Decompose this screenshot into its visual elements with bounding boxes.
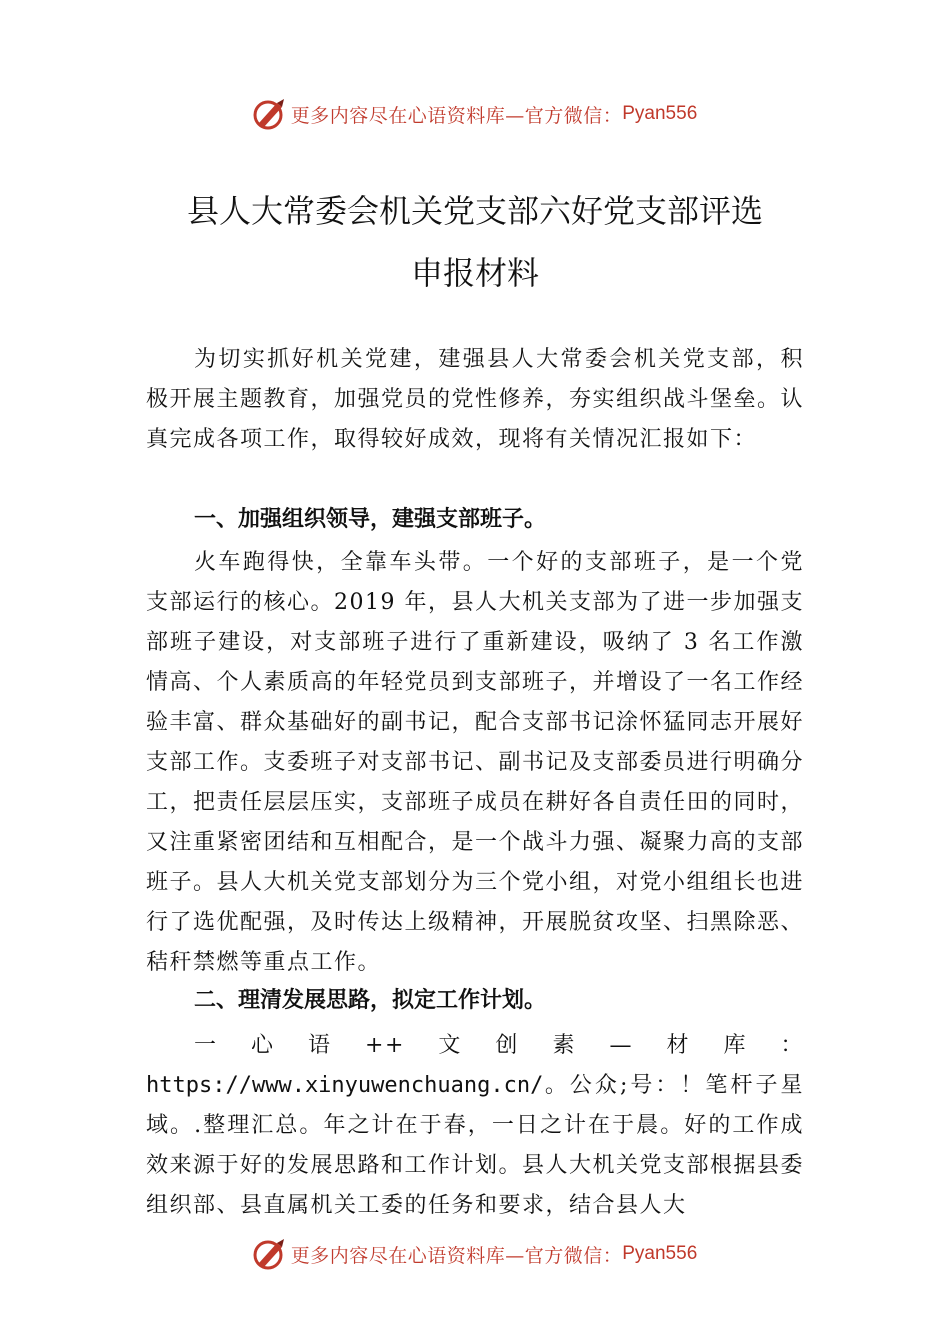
banner-contact: Pyan556	[622, 103, 698, 124]
section2-prefix: 一心语++文创素—材库：	[194, 1033, 804, 1058]
header-banner	[0, 94, 950, 134]
banner-text: 更多内容尽在心语资料库—官方微信：	[290, 104, 623, 127]
pen-logo-icon	[253, 97, 287, 131]
section2-body: 。公众;号：！笔杆子星域。.整理汇总。年之计在于春，一日之计在于晨。好的工作成效来源于好的发展思路和工作计划。县人大机关党支部根据县委组织部、县直属机关工委的任务和要求，结合县人大	[146, 1073, 805, 1218]
pen-logo-icon	[253, 1237, 287, 1271]
footer-banner	[0, 1234, 950, 1274]
document-title-line2: 申报材料	[410, 254, 539, 292]
banner-text: 更多内容尽在心语资料库—官方微信：	[290, 1244, 623, 1267]
section2-url: https://www.xinyuwenchuang.cn/	[146, 1073, 544, 1098]
section2-heading: 二、理清发展思路，拟定工作计划。	[194, 988, 547, 1013]
document-title-line1: 县人大常委会机关党支部六好党支部评选	[186, 192, 763, 230]
section1-paragraph: 火车跑得快，全靠车头带。一个好的支部班子，是一个党支部运行的核心。2019 年，县人大机关支部为了进一步加强支部班子建设，对支部班子进行了重新建设，吸纳了 3 名工作激情高、个人素质高的年轻党员到支部班子，并增设了一名工作经验丰富、群众基础好的副书记，配合支部书记涂怀猛同志开展好支部工作。支委班子对支部书记、副书记及支部委员进行明确分工，把责任层层压实，支部班子成员在耕好各自责任田的同时，又注重紧密团结和互相配合，是一个战斗力强、凝聚力高的支部班子。县人大机关党支部划分为三个党小组，对党小组组长也进行了选优配强，及时传达上级精神，开展脱贫攻坚、扫黑除恶、秸秆禁燃等重点工作。	[146, 550, 805, 975]
section2-paragraph	[146, 1026, 804, 1226]
intro-paragraph: 为切实抓好机关党建，建强县人大常委会机关党支部，积极开展主题教育，加强党员的党性修养，夯实组织战斗堡垒。认真完成各项工作，取得较好成效，现将有关情况汇报如下：	[146, 347, 805, 452]
section1-heading: 一、加强组织领导，建强支部班子。	[194, 507, 547, 532]
banner-contact: Pyan556	[622, 1243, 698, 1264]
